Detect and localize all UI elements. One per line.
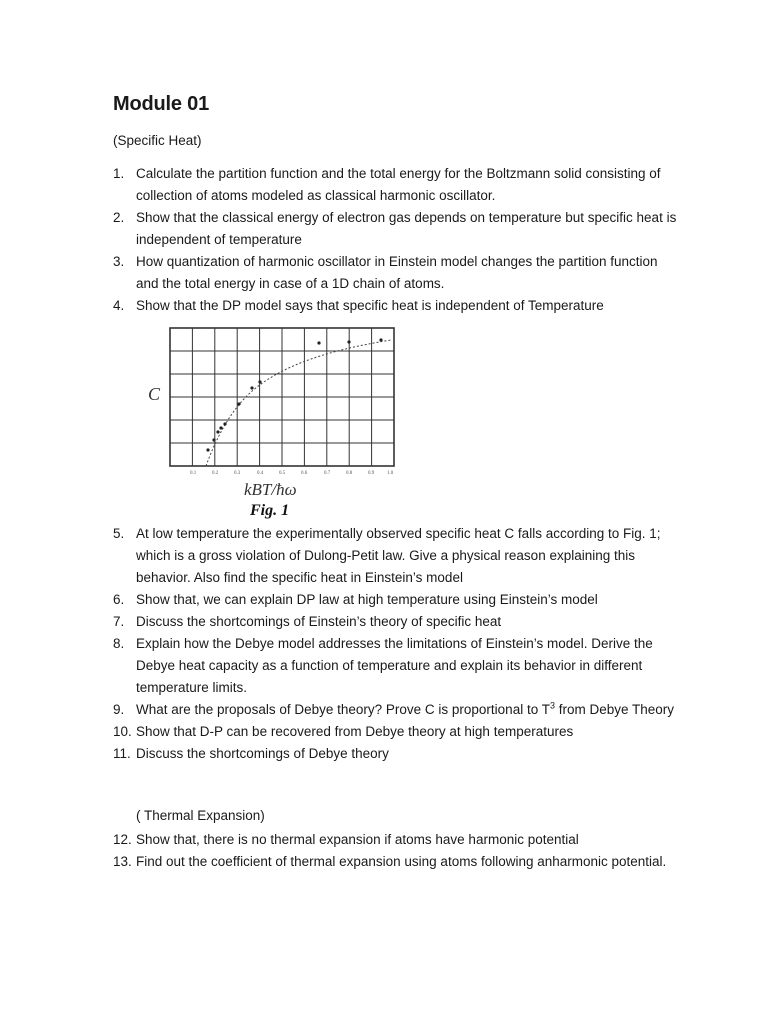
- data-point: [250, 386, 253, 389]
- x-tick-label: 0.7: [324, 471, 331, 476]
- x-tick-label: 0.8: [346, 471, 353, 476]
- data-point: [347, 340, 350, 343]
- question-text: Calculate the partition function and the total energy for the Boltzmann solid consisting of collection of atoms modeled as classical harmonic oscillator.: [136, 166, 661, 203]
- question-item: [113, 851, 683, 873]
- question-item: [113, 251, 683, 295]
- question-item: [113, 633, 683, 699]
- question-text: Explain how the Debye model addresses the limitations of Einstein’s model. Derive the Debye heat capacity as a function of temperature and explain its behavior in different temperature limits.: [136, 636, 653, 695]
- x-tick-label: 0.2: [212, 471, 219, 476]
- question-number: 1.: [113, 166, 125, 181]
- data-point: [212, 438, 215, 441]
- question-text: Show that the classical energy of electron gas depends on temperature but specific heat is independent of temperature: [136, 210, 677, 247]
- data-point: [258, 380, 261, 383]
- question-number: 12.: [113, 832, 132, 847]
- x-tick-label: 0.9: [368, 471, 375, 476]
- data-point: [219, 426, 222, 429]
- data-point: [216, 430, 219, 433]
- question-item: [113, 207, 683, 251]
- question-number: 7.: [113, 614, 125, 629]
- question-number: 9.: [113, 702, 125, 717]
- x-tick-labels: [190, 471, 394, 476]
- theory-curve: [206, 340, 391, 466]
- question-text: Discuss the shortcomings of Einstein’s theory of specific heat: [136, 614, 502, 629]
- question-item: [113, 699, 683, 721]
- question-number: 4.: [113, 298, 125, 313]
- question-item: [113, 611, 683, 633]
- question-list-part3: [113, 829, 683, 873]
- y-axis-label: C: [148, 384, 161, 404]
- x-tick-label: 0.6: [301, 471, 308, 476]
- question-item: [113, 295, 683, 317]
- question-text: At low temperature the experimentally observed specific heat C falls according to Fig. 1; which is a gross violation of Dulong-Petit law. Give a physical reason explaining this behavior. Also find the specific heat in Einstein’s model: [136, 526, 661, 585]
- figure-caption: Fig. 1: [250, 502, 290, 519]
- question-number: 5.: [113, 526, 125, 541]
- specific-heat-figure: [146, 320, 406, 520]
- question-text-after: from Debye Theory: [554, 702, 675, 717]
- question-number: 11.: [113, 746, 131, 761]
- question-text: Show that D-P can be recovered from Debye theory at high temperatures: [136, 724, 574, 739]
- section-label-specific-heat: (Specific Heat): [113, 133, 202, 148]
- question-number: 8.: [113, 636, 125, 651]
- data-point: [379, 338, 382, 341]
- question-text: Show that, there is no thermal expansion if atoms have harmonic potential: [136, 832, 579, 847]
- question-text-before: What are the proposals of Debye theory? Prove C is proportional to T: [136, 702, 550, 717]
- section-label-thermal-expansion: ( Thermal Expansion): [136, 808, 265, 823]
- data-points: [206, 338, 382, 451]
- question-item: [113, 829, 683, 851]
- x-tick-label: 0.3: [234, 471, 241, 476]
- question-item: [113, 589, 683, 611]
- x-tick-label: 0.4: [257, 471, 264, 476]
- question-text: Show that the DP model says that specific heat is independent of Temperature: [136, 298, 604, 313]
- question-item: [113, 163, 683, 207]
- question-number: 10.: [113, 724, 132, 739]
- question-text: Show that, we can explain DP law at high temperature using Einstein’s model: [136, 592, 598, 607]
- module-title: Module 01: [113, 93, 209, 115]
- question-text: Discuss the shortcomings of Debye theory: [136, 746, 389, 761]
- x-axis-label: kBT/ħω: [244, 480, 297, 499]
- data-point: [237, 402, 240, 405]
- question-number: 2.: [113, 210, 125, 225]
- question-number: 13.: [113, 854, 132, 869]
- question-text: How quantization of harmonic oscillator in Einstein model changes the partition function and the total energy in case of a 1D chain of atoms.: [136, 254, 658, 291]
- question-item: [113, 743, 683, 765]
- question-item: [113, 721, 683, 743]
- specific-heat-graph: [146, 320, 406, 520]
- data-point: [317, 341, 320, 344]
- question-number: 6.: [113, 592, 125, 607]
- x-tick-label: 0.1: [190, 471, 197, 476]
- data-point: [223, 422, 226, 425]
- graph-grid: [170, 328, 394, 466]
- data-point: [206, 448, 209, 451]
- question-list-part2: [113, 523, 683, 765]
- question-list-part1: [113, 163, 683, 317]
- question-number: 3.: [113, 254, 125, 269]
- x-tick-label: 1.0: [387, 471, 394, 476]
- x-tick-label: 0.5: [279, 471, 286, 476]
- question-text: Find out the coefficient of thermal expansion using atoms following anharmonic potential.: [136, 854, 667, 869]
- superscript: 3: [549, 700, 555, 711]
- question-item: [113, 523, 683, 589]
